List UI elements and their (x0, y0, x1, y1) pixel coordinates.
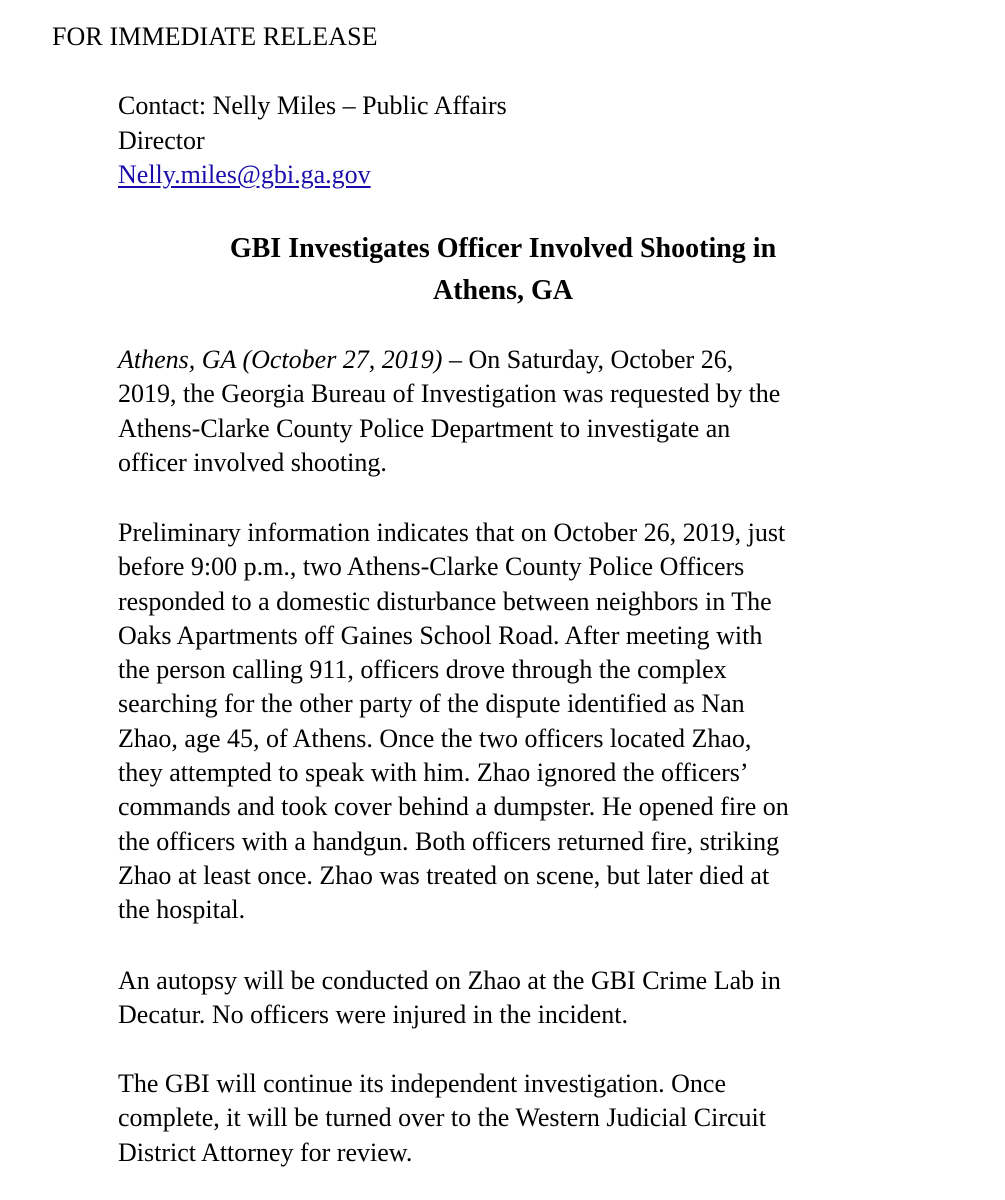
paragraph-line (118, 343, 898, 377)
paragraph-details (118, 516, 898, 928)
contact-block (118, 89, 638, 193)
paragraph-line: searching for the other party of the dispute identified as Nan (118, 689, 745, 719)
paragraph-line: Athens-Clarke County Police Department to investigate an (118, 413, 731, 443)
paragraph-line: District Attorney for review. (118, 1137, 413, 1167)
paragraph-line: Zhao, age 45, of Athens. Once the two officers located Zhao, (118, 723, 752, 753)
paragraph-line: before 9:00 p.m., two Athens-Clarke County Police Officers (118, 552, 745, 582)
paragraph-line: 2019, the Georgia Bureau of Investigation was requested by the (118, 379, 781, 409)
lead-text: – On Saturday, October 26, (442, 345, 734, 374)
paragraph-line: the officers with a handgun. Both officers returned fire, striking (118, 826, 780, 856)
paragraph-line: Zhao at least once. Zhao was treated on scene, but later died at (118, 860, 770, 890)
paragraph-line: responded to a domestic disturbance between neighbors in The (118, 586, 772, 616)
paragraph-line: they attempted to speak with him. Zhao ignored the officers’ (118, 758, 749, 788)
contact-email-link[interactable]: Nelly.miles@gbi.ga.gov (118, 160, 371, 189)
paragraph-line: the person calling 911, officers drove through the complex (118, 655, 727, 685)
paragraph-line: officer involved shooting. (118, 447, 387, 477)
paragraph-line: An autopsy will be conducted on Zhao at the GBI Crime Lab in (118, 966, 781, 995)
paragraph-line: Preliminary information indicates that on October 26, 2019, just (118, 518, 786, 547)
headline-line-1: GBI Investigates Officer Involved Shooting in (229, 233, 777, 264)
contact-title-line: Director (118, 125, 205, 155)
headline-line-2: Athens, GA (432, 275, 573, 306)
paragraph-line: commands and took cover behind a dumpster. He opened fire on (118, 792, 789, 822)
headline (118, 228, 888, 312)
dateline: Athens, GA (October 27, 2019) (118, 345, 443, 374)
paragraph-autopsy (118, 964, 898, 1033)
paragraph-intro (118, 343, 898, 480)
paragraph-line: the hospital. (118, 895, 246, 925)
release-label: FOR IMMEDIATE RELEASE (52, 22, 378, 51)
contact-line: Contact: Nelly Miles – Public Affairs (118, 91, 507, 120)
paragraph-line: Oaks Apartments off Gaines School Road. After meeting with (118, 620, 763, 650)
paragraph-line: The GBI will continue its independent investigation. Once (118, 1069, 726, 1098)
paragraph-line: complete, it will be turned over to the Western Judicial Circuit (118, 1103, 766, 1133)
paragraph-line: Decatur. No officers were injured in the incident. (118, 1000, 628, 1030)
paragraph-next-steps (118, 1067, 898, 1170)
